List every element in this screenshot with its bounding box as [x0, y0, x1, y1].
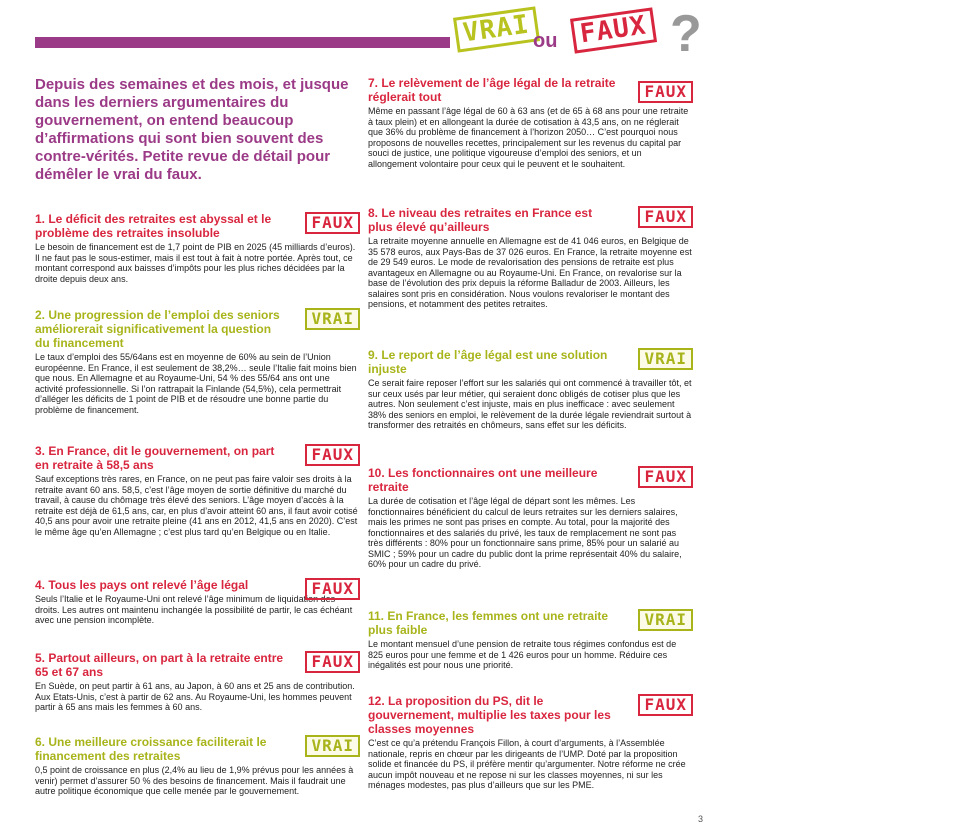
item-6: [35, 735, 360, 797]
ou-label: ou: [533, 30, 558, 52]
item-1: [35, 212, 360, 284]
item-text: Le besoin de financement est de 1,7 point de PIB en 2025 (45 milliards d’euros). Il ne faut pas le sous-estimer, mais il est tout à fait à notre portée. Après tout, ce montant correspond aux baisses d’impôts pour les plus riches décidées par la droite depuis deux ans.: [35, 242, 356, 284]
item-text: La durée de cotisation et l’âge légal de départ sont les mêmes. Les fonctionnaires bénéficient du calcul de leurs retraites sur les derniers salaires, mais les primes ne sont pas prises en compte. Au total, pour la majorité des fonctionnaires et des salariés du privé, les taux de remplacement ne sont pas très différents : 80% pour un fonctionnaire sans prime, 85% pour un salarié au SMIC ; 59% pour un cadre du public dont la prime représentait 40% du salaire, 60% pour un cadre du privé.: [368, 496, 682, 569]
item-8: [368, 206, 693, 310]
faux-badge: FAUX: [305, 444, 360, 466]
item-text: 0,5 point de croissance en plus (2,4% au lieu de 1,9% prévus pour les années à venir) permet d’assurer 50 % des besoins de financement. Mais il faudrait une autre politique économique que celle menée par le gouvernement.: [35, 765, 354, 796]
item-text: En Suède, on peut partir à 61 ans, au Japon, à 60 ans et 25 ans de contribution. Aux Etats-Unis, c’est à partir de 62 ans. Au Royaume-Uni, les hommes peuvent partir à 65 ans mais les femmes à 60 ans.: [35, 681, 355, 712]
faux-badge: FAUX: [305, 651, 360, 673]
faux-badge: FAUX: [638, 81, 693, 103]
faux-badge: FAUX: [638, 466, 693, 488]
item-title: 10. Les fonctionnaires ont une meilleure retraite: [368, 466, 598, 494]
item-text: Seuls l’Italie et le Royaume-Uni ont relevé l’âge minimum de liquidation des droits. Les autres ont maintenu inchangée la possibilité de partir, le cas échéant avec une pension incomplète.: [35, 594, 353, 625]
item-title: 3. En France, dit le gouvernement, on part en retraite à 58,5 ans: [35, 444, 275, 472]
item-title: 1. Le déficit des retraites est abyssal et le problème des retraites insoluble: [35, 212, 272, 240]
vrai-badge: VRAI: [638, 609, 693, 631]
item-title: 11. En France, les femmes ont une retraite plus faible: [368, 609, 609, 637]
item-7: [368, 76, 693, 169]
item-text: Sauf exceptions très rares, en France, on ne peut pas faire valoir ses droits à la retraite avant 60 ans. 58,5, c’est l’âge moyen de sortie définitive du marché du travail, à cause du chômage très élevé des seniors. L’âge moyen d’accès à la retraite est déjà de 61,5 ans, car, en plus d’avoir atteint 60 ans, il faut avoir cotisé 40,5 ans pour avoir une retraite pleine (41 ans en 2012, 41,5 ans en 2020). C’est le même âge qu’en Allemagne ; c’est plus tard qu’en Belgique ou en Italie.: [35, 474, 358, 537]
vrai-stamp: VRAI: [453, 6, 540, 52]
faux-badge: FAUX: [305, 578, 360, 600]
item-5: [35, 651, 360, 713]
item-9: [368, 348, 693, 431]
item-2: [35, 308, 360, 415]
question-mark: ?: [670, 5, 702, 63]
item-text: Le montant mensuel d’une pension de retraite tous régimes confondus est de 825 euros pour une femme et de 1 426 euros pour un homme. Réduire ces inégalités est pour nous une priorité.: [368, 639, 677, 670]
faux-badge: FAUX: [305, 212, 360, 234]
item-text: Ce serait faire reposer l’effort sur les salariés qui ont commencé à travailler tôt, et sur ceux usés par leur métier, qui seraient donc obligés de cotiser plus que les autres. Non seulement c’est injuste, mais en plus inefficace : avec seulement 38% des seniors en emploi, le relèvement de la durée légale reviendrait surtout à transformer des retraités en chômeurs, sans effet sur les déficits.: [368, 378, 692, 430]
faux-stamp: FAUX: [570, 7, 657, 53]
item-text: La retraite moyenne annuelle en Allemagne est de 41 046 euros, en Belgique de 35 578 euros, aux Pays-Bas de 37 026 euros. En France, la retraite moyenne est de 29 549 euros. Le mode de revalorisation des pensions de retraite est plus avantageux en Allemagne ou au Royaume-Uni. En France, on revalorise sur la base de l’évolution des prix depuis la réforme Balladur de 2003. Ailleurs, les salaires sont pris en considération. Nous voulons revaloriser le montant des pensions, et notamment des petites retraites.: [368, 236, 692, 309]
item-title: 6. Une meilleure croissance faciliterait le financement des retraites: [35, 735, 267, 763]
page-number: 3: [698, 814, 704, 824]
intro-text: Depuis des semaines et des mois, et jusque dans les derniers argumentaires du gouvernement, on entend beaucoup d’affirmations qui sont bien souvent des contre-vérités. Petite revue de détail pour démêler le vrai du faux.: [35, 76, 349, 183]
vrai-badge: VRAI: [305, 735, 360, 757]
item-text: Le taux d’emploi des 55/64ans est en moyenne de 60% au sein de l’Union européenne. En France, il est seulement de 38,2%… seule l’Italie fait moins bien que nous. En Allemagne et au Royaume-Uni, 54 % des 55/64 ans ont une activité professionnelle. Si l’on rattrapait la Finlande (54,5%), cela permettrait d’alléger les déficits de 1 point de PIB et de résoudre une bonne partie du problème de financement.: [35, 352, 357, 415]
item-10: [368, 466, 693, 570]
item-11: [368, 609, 693, 671]
faux-badge: FAUX: [638, 694, 693, 716]
header-bar: [35, 37, 450, 48]
vrai-badge: VRAI: [305, 308, 360, 330]
item-title: 4. Tous les pays ont relevé l’âge légal: [35, 578, 249, 592]
item-title: 2. Une progression de l’emploi des seniors améliorerait significativement la question du financement: [35, 308, 280, 350]
item-title: 7. Le relèvement de l’âge légal de la retraite réglerait tout: [368, 76, 616, 104]
item-text: Même en passant l’âge légal de 60 à 63 ans (et de 65 à 68 ans pour une retraite à taux plein) et en allongeant la durée de cotisation à 43,5 ans, on ne réglerait que 36% du problème de financement à l’horizon 2050… C’est pourquoi nous proposons de nouvelles recettes, principalement sur les revenus du capital par souci de justice, une politique vigoureuse d’emploi des seniors, et un allongement volontaire pour ceux qui le peuvent et le souhaitent.: [368, 106, 689, 169]
item-title: 5. Partout ailleurs, on part à la retraite entre 65 et 67 ans: [35, 651, 284, 679]
item-12: [368, 694, 693, 791]
item-4: [35, 578, 360, 626]
vrai-badge: VRAI: [638, 348, 693, 370]
item-3: [35, 444, 360, 537]
item-title: 9. Le report de l’âge légal est une solution injuste: [368, 348, 608, 376]
item-title: 12. La proposition du PS, dit le gouvernement, multiplie les taxes pour les classes moyennes: [368, 694, 611, 736]
item-text: C’est ce qu’a prétendu François Fillon, à court d’arguments, à l’Assemblée nationale, repris en chœur par les dirigeants de l’UMP. Doté par la proposition solide et financée du PS, il préfère mentir qu’argumenter. Notre réforme ne crée aucun impôt nouveau et ne repose ni sur les classes moyennes, ni sur les ménages modestes, pas plus d’ailleurs que sur les PME.: [368, 738, 686, 790]
item-title: 8. Le niveau des retraites en France est plus élevé qu’ailleurs: [368, 206, 593, 234]
faux-badge: FAUX: [638, 206, 693, 228]
